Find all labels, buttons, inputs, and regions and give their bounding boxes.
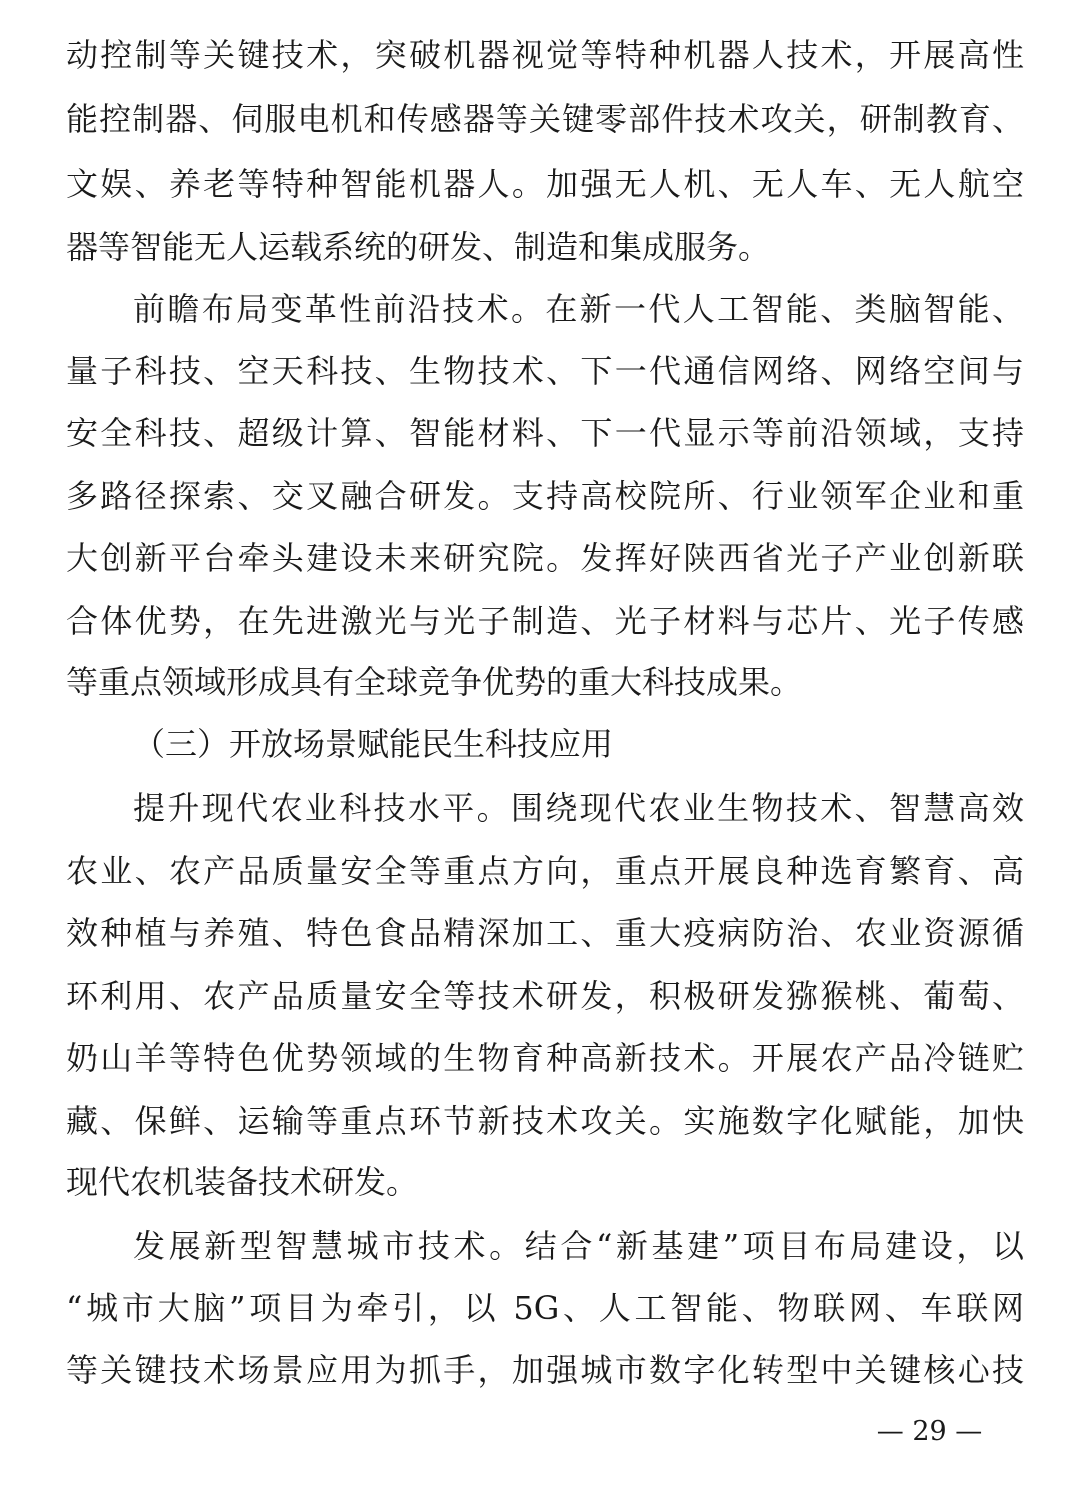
text-line: 奶山羊等特色优势领域的生物育种高新技术。开展农产品冷链贮: [66, 1039, 1024, 1077]
paragraph-start-line: 提升现代农业科技水平。围绕现代农业生物技术、智慧高效: [133, 789, 1024, 827]
text-line: 文娱、养老等特种智能机器人。加强无人机、无人车、无人航空: [66, 165, 1024, 203]
section-heading: （三）开放场景赋能民生科技应用: [133, 725, 614, 763]
text-line: 动控制等关键技术，突破机器视觉等特种机器人技术，开展高性: [66, 36, 1024, 74]
text-line: 等关键技术场景应用为抓手，加强城市数字化转型中关键核心技: [66, 1351, 1024, 1389]
text-line: 现代农机装备技术研发。: [66, 1163, 419, 1201]
text-line: 合体优势，在先进激光与光子制造、光子材料与芯片、光子传感: [66, 602, 1024, 640]
text-line: 能控制器、伺服电机和传感器等关键零部件技术攻关，研制教育、: [66, 100, 1024, 138]
text-line: 大创新平台牵头建设未来研究院。发挥好陕西省光子产业创新联: [66, 539, 1024, 577]
text-line: “城市大脑”项目为牵引，以 5G、人工智能、物联网、车联网: [66, 1289, 1024, 1327]
text-line: 效种植与养殖、特色食品精深加工、重大疫病防治、农业资源循: [66, 914, 1024, 952]
text-line: 等重点领域形成具有全球竞争优势的重大科技成果。: [66, 663, 803, 701]
text-line: 器等智能无人运载系统的研发、制造和集成服务。: [66, 228, 771, 266]
text-line: 安全科技、超级计算、智能材料、下一代显示等前沿领域，支持: [66, 414, 1024, 452]
paragraph-start-line: 发展新型智慧城市技术。结合“新基建”项目布局建设，以: [133, 1227, 1024, 1265]
page-number: — 29 —: [876, 1416, 983, 1447]
text-line: 环利用、农产品质量安全等技术研发，积极研发猕猴桃、葡萄、: [66, 977, 1024, 1015]
text-line: 藏、保鲜、运输等重点环节新技术攻关。实施数字化赋能，加快: [66, 1102, 1024, 1140]
text-line: 多路径探索、交叉融合研发。支持高校院所、行业领军企业和重: [66, 477, 1024, 515]
text-line: 农业、农产品质量安全等重点方向，重点开展良种选育繁育、高: [66, 852, 1024, 890]
text-line: 量子科技、空天科技、生物技术、下一代通信网络、网络空间与: [66, 352, 1024, 390]
paragraph-start-line: 前瞻布局变革性前沿技术。在新一代人工智能、类脑智能、: [133, 290, 1024, 328]
